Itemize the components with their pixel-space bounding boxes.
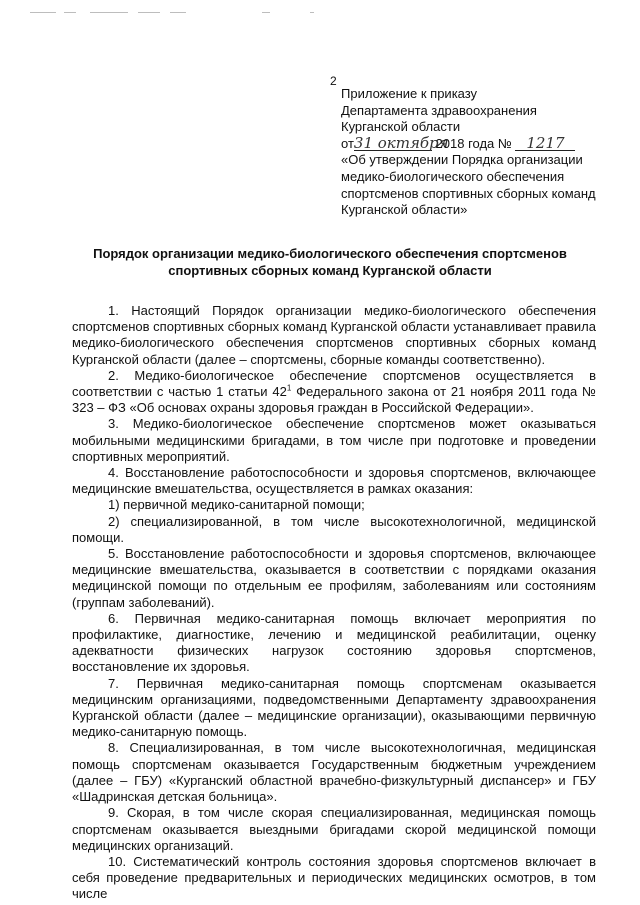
year-text: 2018 года № [435, 135, 512, 151]
article-superscript: 1 [286, 383, 292, 393]
list-item-4-2: 2) специализированной, в том числе высокотехнологичной, медицинской помощи. [72, 513, 596, 545]
scan-artifact-marks [30, 10, 330, 16]
paragraph-4: 4. Восстановление работоспособности и здоровья спортсменов, включающее медицинские вмешательства, осуществляется в рамках оказания: [72, 465, 596, 497]
handwritten-date: 31 октября [353, 133, 449, 152]
handwritten-order-number: 1217 [515, 137, 575, 151]
title-line: Порядок организации медико-биологического обеспечения спортсменов [93, 246, 567, 261]
paragraph-9: 9. Скорая, в том числе скорая специализированная, медицинская помощь спортсменам оказывается выездными бригадами скорой медицинской помощи медицинских организаций. [72, 805, 596, 853]
paragraph-6: 6. Первичная медико-санитарная помощь включает мероприятия по профилактике, диагностике, лечению и медицинской реабилитации, оценку адекватности физических нагрузок состоянию здоровья спортсменов, восстановление их здоровья. [72, 610, 596, 675]
paragraph-1: 1. Настоящий Порядок организации медико-биологического обеспечения спортсменов спортивных сборных команд Курганской области устанавливает правила медико-биологического обеспечения спортсменов спортивных сборных команд Курганской области (далее – спортсмены, сборные команды соответственно). [72, 303, 596, 367]
appendix-date-line [341, 133, 631, 153]
paragraph-8: 8. Специализированная, в том числе высокотехнологичная, медицинская помощь спортсменам оказывается Государственным бюджетным учреждением (далее – ГБУ) «Курганский областной врачебно-физкультурный диспансер» и ГБУ «Шадринская детская больница». [72, 740, 596, 805]
paragraph-2 [72, 368, 596, 417]
paragraph-7: 7. Первичная медико-санитарная помощь спортсменам оказывается медицинским организациями, подведомственными Департаменту здравоохранения Курганской области (далее – медицинские организации), оказывающими первичную медико-санитарную помощь. [72, 675, 596, 740]
paragraph-10: 10. Систематический контроль состояния здоровья спортсменов включает в себя проведение предварительных и периодических медицинских осмотров, в том числе [72, 853, 596, 902]
document-body [72, 303, 596, 903]
appendix-line: спортсменов спортивных сборных команд [341, 185, 596, 201]
list-item-4-1: 1) первичной медико-санитарной помощи; [108, 497, 365, 513]
page-number: 2 [330, 74, 337, 88]
appendix-line: Приложение к приказу [341, 86, 478, 101]
title-line: спортивных сборных команд Курганской области [168, 262, 492, 278]
date-prefix: от [341, 135, 354, 151]
appendix-line: Департамента здравоохранения [341, 102, 537, 118]
appendix-line: «Об утверждении Порядка организации [341, 152, 583, 168]
appendix-line: Курганской области [341, 119, 461, 135]
appendix-line: Курганской области» [341, 202, 468, 218]
paragraph-3: 3. Медико-биологическое обеспечение спортсменов может оказываться мобильными медицинскими бригадами, в том числе при подготовке и проведении спортивных мероприятий. [72, 416, 596, 464]
paragraph-5: 5. Восстановление работоспособности и здоровья спортсменов, включающее медицинские вмешательства, оказывается в соответствии с порядками оказания медицинской помощи по отдельным ее профилям, заболеваниям или состояниям (группам заболеваний). [72, 546, 596, 610]
paragraph-2-text-rest: Федерального закона от 21 ноября 2011 года № 323 – ФЗ «Об основах охраны здоровья граждан в Российской Федерации». [72, 384, 597, 416]
paragraph-2-text: 2. Медико-биологическое обеспечение спортсменов осуществляется в соответствии с частью 1 статьи 42 [72, 367, 596, 400]
appendix-line: медико-биологического обеспечения [341, 168, 565, 184]
appendix-block [341, 86, 631, 219]
document-title [70, 246, 590, 279]
